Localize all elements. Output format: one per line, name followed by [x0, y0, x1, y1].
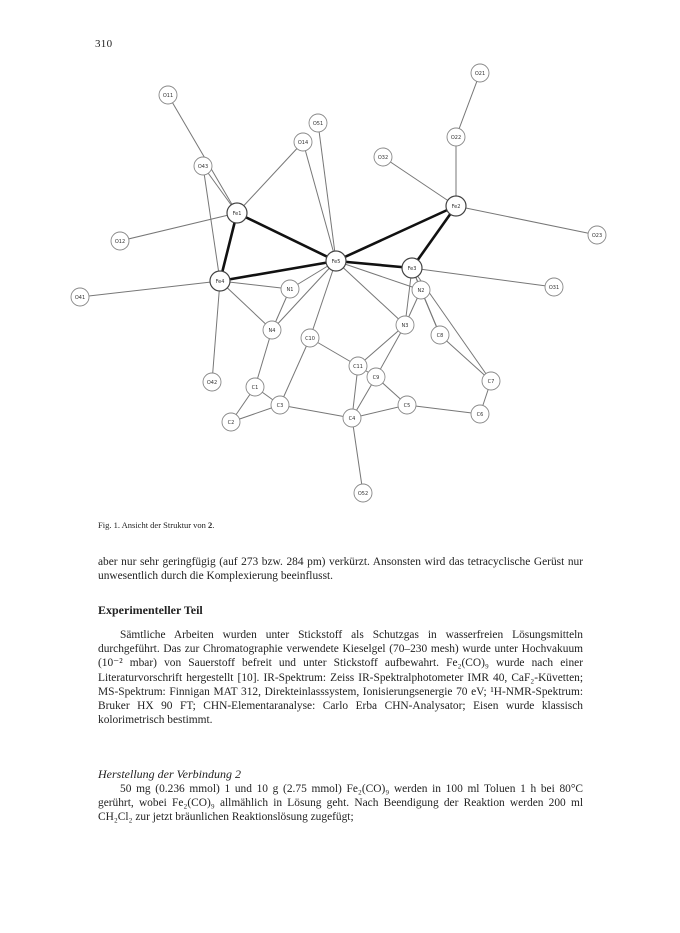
atom-label-fe3: Fe3 [407, 266, 417, 272]
atom-label-o11: O11 [162, 93, 174, 99]
caption-suffix: . [212, 520, 215, 530]
atom-label-n3: N3 [401, 323, 409, 329]
atom-label-c6: C6 [476, 412, 484, 418]
atom-label-o23: O23 [591, 233, 603, 239]
atom-label-o52: O52 [357, 491, 369, 497]
atom-label-o14: O14 [297, 140, 309, 146]
atom-label-c10: C10 [305, 336, 315, 342]
atom-label-c2: C2 [227, 420, 235, 426]
bond-fe2-o23 [456, 206, 597, 235]
atom-label-c8: C8 [436, 333, 444, 339]
atom-label-o32: O32 [377, 155, 389, 161]
crystal-structure-figure [60, 55, 620, 510]
molecule-diagram [60, 55, 620, 510]
paragraph-experimental: Sämtliche Arbeiten wurden unter Stickstoff als Schutzgas in wasserfreien Lösungsmitteln durchgeführt. Das zur Chromatographie verwendete Kieselgel (70–230 mesh) wurde unter Hochvakuum (10⁻² mbar) von Sauerstoff befreit und unter Stickstoff aufbewahrt. Fe₂(CO)₉ wurde nach einer Literaturvorschrift hergestellt [10]. IR-Spektrum: Zeiss IR-Spektralphotometer IMR 40, CaF₂-Küvetten; MS-Spektrum: Finnigan MAT 312, Direkteinlasssystem, Ionisierungsenergie 70 eV; ¹H-NMR-Spektrum: Bruker HX 90 FT; CHN-Elementaranalyse: Carlo Erba CHN-Analysator; Eisen wurde klassisch kolorimetrisch bestimmt. [98, 629, 583, 727]
bond-fe1-fe5 [237, 213, 336, 261]
bond-fe1-o11 [168, 95, 237, 213]
bond-fe4-n4 [220, 281, 272, 330]
atom-label-o21: O21 [474, 71, 486, 77]
atom-label-o22: O22 [450, 135, 462, 141]
subsection-heading: Herstellung der Verbindung 2 [98, 767, 241, 781]
atom-label-o41: O41 [74, 295, 86, 301]
atom-label-fe5: Fe5 [331, 259, 341, 265]
bond-fe5-o51 [318, 123, 336, 261]
section-heading: Experimenteller Teil [98, 603, 203, 617]
atom-label-c11: C11 [353, 364, 363, 370]
atom-label-o43: O43 [197, 164, 209, 170]
atom-label-c9: C9 [372, 375, 380, 381]
atom-label-fe4: Fe4 [215, 279, 225, 285]
atom-label-n4: N4 [268, 328, 276, 334]
bond-fe3-o31 [412, 268, 554, 287]
bond-fe5-o14 [303, 142, 336, 261]
bond-fe4-o41 [80, 281, 220, 297]
bond-fe5-c10 [310, 261, 336, 338]
paragraph-intro: aber nur sehr geringfügig (auf 273 bzw. 284 pm) verkürzt. Ansonsten wird das tetracyclische Gerüst nur unwesentlich durch die Komplexierung beeinflusst. [98, 556, 583, 583]
bond-fe4-o43 [203, 166, 220, 281]
atom-label-c3: C3 [276, 403, 284, 409]
bond-c8-c7 [440, 335, 491, 381]
atom-label-c4: C4 [348, 416, 356, 422]
atom-label-n2: N2 [417, 288, 425, 294]
bond-c4-o52 [352, 418, 363, 493]
bond-fe4-o42 [212, 281, 220, 382]
atom-label-o42: O42 [206, 380, 218, 386]
bond-c4-c3 [280, 405, 352, 418]
atom-label-o12: O12 [114, 239, 126, 245]
atom-label-o51: O51 [312, 121, 324, 127]
atom-label-c5: C5 [403, 403, 411, 409]
bond-o22-o21 [456, 73, 480, 137]
paragraph-synthesis: 50 mg (0.236 mmol) 1 und 10 g (2.75 mmol) Fe₂(CO)₉ werden in 100 ml Toluen 1 h bei 80°C gerührt, wobei Fe₂(CO)₉ allmählich in Lösung geht. Nach Beendigung der Reaktion werden 200 ml CH₂Cl₂ zur jetzt bräunlichen Reaktionslösung zugefügt; [98, 783, 583, 824]
bond-fe5-n3 [336, 261, 405, 325]
bond-fe4-fe5 [220, 261, 336, 281]
caption-prefix: Fig. 1. Ansicht der Struktur von [98, 520, 209, 530]
atom-label-c7: C7 [487, 379, 495, 385]
page-number: 310 [95, 38, 113, 50]
caption-compound: 2 [208, 520, 213, 530]
bond-c3-c10 [280, 338, 310, 405]
atom-label-o31: O31 [548, 285, 560, 291]
bond-fe1-o12 [120, 213, 237, 241]
bond-fe1-o14 [237, 142, 303, 213]
figure-caption [98, 520, 214, 530]
bond-fe2-o32 [383, 157, 456, 206]
atom-label-c1: C1 [251, 385, 259, 391]
bond-c6-c5 [407, 405, 480, 414]
atom-label-fe1: Fe1 [232, 211, 242, 217]
atom-label-n1: N1 [286, 287, 294, 293]
atom-label-fe2: Fe2 [451, 204, 461, 210]
